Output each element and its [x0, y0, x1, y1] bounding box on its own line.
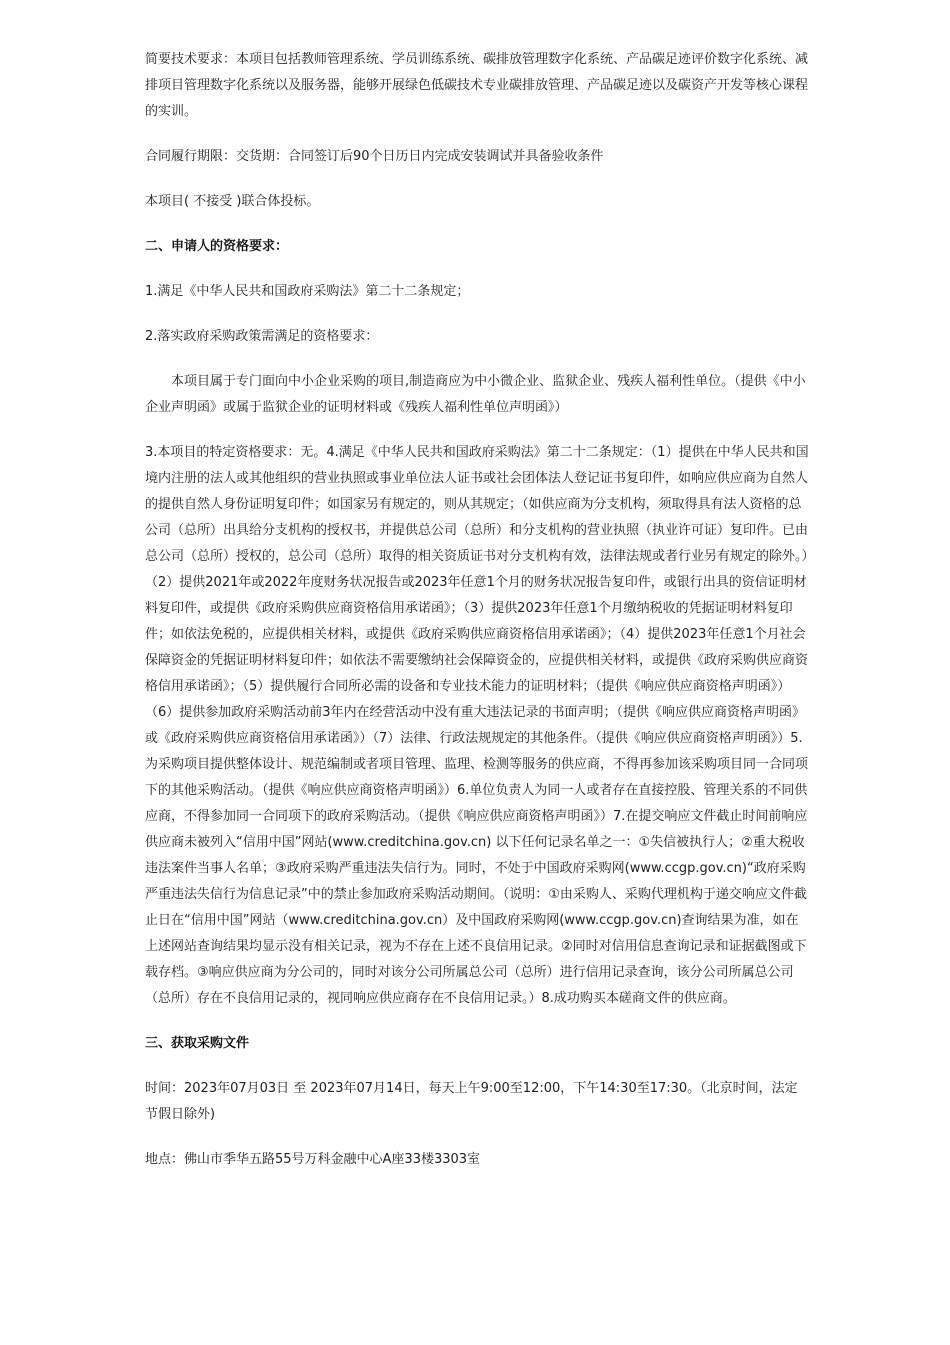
acquisition-location-text: 地点：佛山市季华五路55号万科金融中心A座33楼3303室: [145, 1152, 481, 1167]
qualification-item-3: 3.本项目的特定资格要求：无。4.满足《中华人民共和国政府采购法》第二十二条规定：（1）提供在中华人民共和国境内注册的法人或其他组织的营业执照或事业单位法人证书或社会团体法人登记证书复印件，如响应供应商为自然人的提供自然人身份证明复印件；如国家另有规定的，则从其规定；（如供应商为分支机构，须取得具有法人资格的总公司（总所）出具给分支机构的授权书，并提供总公司（总所）和分支机构的营业执照（执业许可证）复印件。已由总公司（总所）授权的，总公司（总所）取得的相关资质证书对分支机构有效，法律法规或者行业另有规定的除外。）（2）提供2021年或2022年度财务状况报告或2023年任意1个月的财务状况报告复印件，或银行出具的资信证明材料复印件，或提供《政府采购供应商资格信用承诺函》；（3）提供2023年任意1个月缴纳税收的凭据证明材料复印件；如依法免税的，应提供相关材料，或提供《政府采购供应商资格信用承诺函》；（4）提供2023年任意1个月社会保障资金的凭据证明材料复印件；如依法不需要缴纳社会保障资金的，应提供相关材料，或提供《政府采购供应商资格信用承诺函》；（5）提供履行合同所必需的设备和专业技术能力的证明材料；（提供《响应供应商资格声明函》）（6）提供参加政府采购活动前3年内在经营活动中没有重大违法记录的书面声明；（提供《响应供应商资格声明函》或《政府采购供应商资格信用承诺函》）（7）法律、行政法规规定的其他条件。（提供《响应供应商资格声明函》）5.为采购项目提供整体设计、规范编制或者项目管理、监理、检测等服务的供应商，不得再参加该采购项目同一合同项下的其他采购活动。（提供《响应供应商资格声明函》）6.单位负责人为同一人或者存在直接控股、管理关系的不同供应商，不得参加同一合同项下的政府采购活动。（提供《响应供应商资格声明函》）7.在提交响应文件截止时间前响应供应商未被列入“信用中国”网站(www.creditchina.gov.cn) 以下任何记录名单之一：①失信被执行人；②重大税收违法案件当事人名单；③政府采购严重违法失信行为。同时，不处于中国政府采购网(www.ccgp.gov.cn)“政府采购严重违法失信行为信息记录”中的禁止参加政府采购活动期间。（说明：①由采购人、采购代理机构于递交响应文件截止日在“信用中国”网站（www.creditchina.gov.cn）及中国政府采购网(www.ccgp.gov.cn)查询结果为准，如在上述网站查询结果均显示没有相关记录，视为不存在上述不良信用记录。②同时对信用信息查询记录和证据截图或下载存档。③响应供应商为分公司的，同时对该分公司所属总公司（总所）进行信用记录查询，该分公司所属总公司（总所）存在不良信用记录的，视同响应供应商存在不良信用记录。）8.成功购买本磋商文件的供应商。: [145, 445, 809, 1006]
consortium-text: 本项目( 不接受 )联合体投标。: [145, 194, 320, 209]
qualification-item-2: 2.落实政府采购政策需满足的资格要求：: [145, 329, 379, 344]
qualification-item-1: 1.满足《中华人民共和国政府采购法》第二十二条规定；: [145, 284, 470, 299]
contract-period-text: 合同履行期限：交货期：合同签订后90个日历日内完成安装调试并具备验收条件: [145, 149, 604, 164]
section-2-heading: 二、申请人的资格要求：: [145, 239, 289, 254]
acquisition-time-text: 时间：2023年07月03日 至 2023年07月14日，每天上午9:00至12:00，下午14:30至17:30。（北京时间，法定节假日除外): [145, 1081, 798, 1122]
section-3-heading: 三、获取采购文件: [145, 1036, 250, 1051]
qualification-item-2-detail: 本项目属于专门面向中小企业采购的项目,制造商应为中小微企业、监狱企业、残疾人福利性单位。（提供《中小企业声明函》或属于监狱企业的证明材料或《残疾人福利性单位声明函》）: [145, 374, 806, 415]
tech-requirements-text: 简要技术要求：本项目包括教师管理系统、学员训练系统、碳排放管理数字化系统、产品碳足迹评价数字化系统、减排项目管理数字化系统以及服务器，能够开展绿色低碳技术专业碳排放管理、产品碳足迹以及碳资产开发等核心课程的实训。: [145, 52, 809, 119]
